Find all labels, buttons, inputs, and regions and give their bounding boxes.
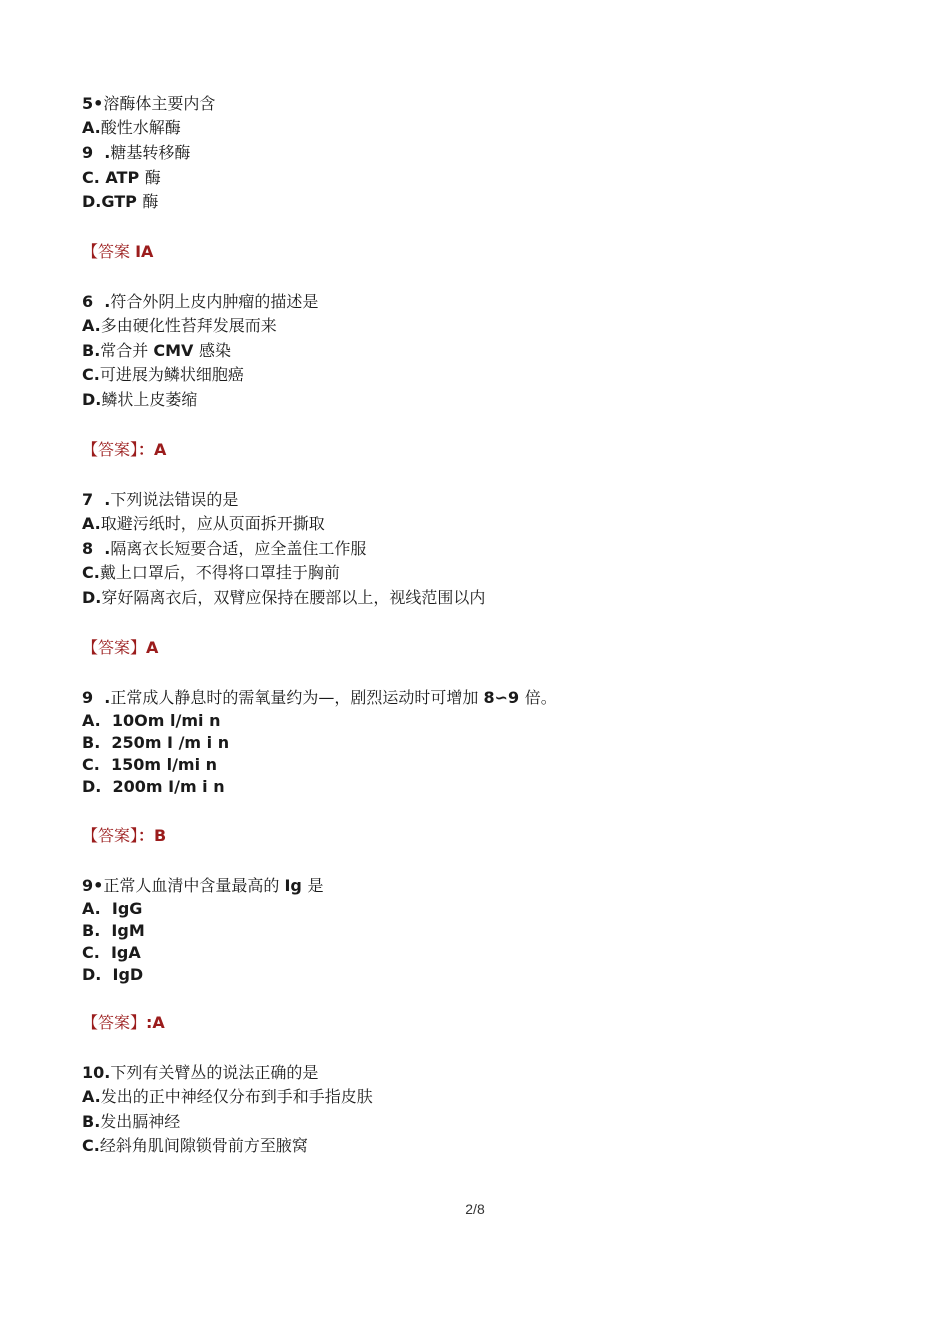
option-c: C.经斜角肌间隙锁骨前方至腋窝 <box>82 1136 308 1155</box>
answer-line: 【答案】：A <box>82 440 167 459</box>
option-a: A.取避污纸时，应从页面拆开撕取 <box>82 514 325 533</box>
answer-line: 【答案 IA <box>82 242 154 261</box>
question-stem: 7 .下列说法错误的是 <box>82 490 239 509</box>
option-a: A. 10Om l/mi n <box>82 711 221 730</box>
option-b: 9 .糖基转移酶 <box>82 143 191 162</box>
option-d: D. 200m I/m i n <box>82 777 225 796</box>
option-a: A.酸性水解酶 <box>82 118 181 137</box>
answer-line: 【答案】:A <box>82 1013 165 1032</box>
page-number: 2/8 <box>465 1201 485 1217</box>
question-stem: 6 .符合外阴上皮内肿瘤的描述是 <box>82 292 319 311</box>
question-stem: 10.下列有关臂丛的说法正确的是 <box>82 1063 319 1082</box>
option-b: B. IgM <box>82 921 145 940</box>
option-c: C. 150m l/mi n <box>82 755 218 774</box>
answer-line: 【答案】：B <box>82 826 167 845</box>
question-stem: 9•正常人血清中含量最高的 Ig 是 <box>82 876 324 895</box>
option-b: B.常合并 CMV 感染 <box>82 341 232 360</box>
option-a: A. IgG <box>82 899 143 918</box>
question-stem: 5•溶酶体主要内含 <box>82 94 216 113</box>
option-c: C. ATP 酶 <box>82 168 161 187</box>
option-b: B. 250m I /m i n <box>82 733 230 752</box>
option-d: D.穿好隔离衣后，双臂应保持在腰部以上，视线范围以内 <box>82 588 486 607</box>
option-d: D.鳞状上皮萎缩 <box>82 390 198 409</box>
option-d: D. IgD <box>82 965 144 984</box>
option-c: C.可进展为鳞状细胞癌 <box>82 365 244 384</box>
option-a: A.多由硬化性苔拜发展而来 <box>82 316 277 335</box>
answer-line: 【答案】A <box>82 638 159 657</box>
option-d: D.GTP 酶 <box>82 192 159 211</box>
question-stem: 9 .正常成人静息时的需氧量约为—，剧烈运动时可增加 8∽9 倍。 <box>82 688 557 707</box>
option-a: A.发出的正中神经仅分布到手和手指皮肤 <box>82 1087 373 1106</box>
option-c: C.戴上口罩后，不得将口罩挂于胸前 <box>82 563 340 582</box>
option-c: C. IgA <box>82 943 141 962</box>
option-b: 8 .隔离衣长短要合适，应全盖住工作服 <box>82 539 367 558</box>
option-b: B.发出膈神经 <box>82 1112 181 1131</box>
